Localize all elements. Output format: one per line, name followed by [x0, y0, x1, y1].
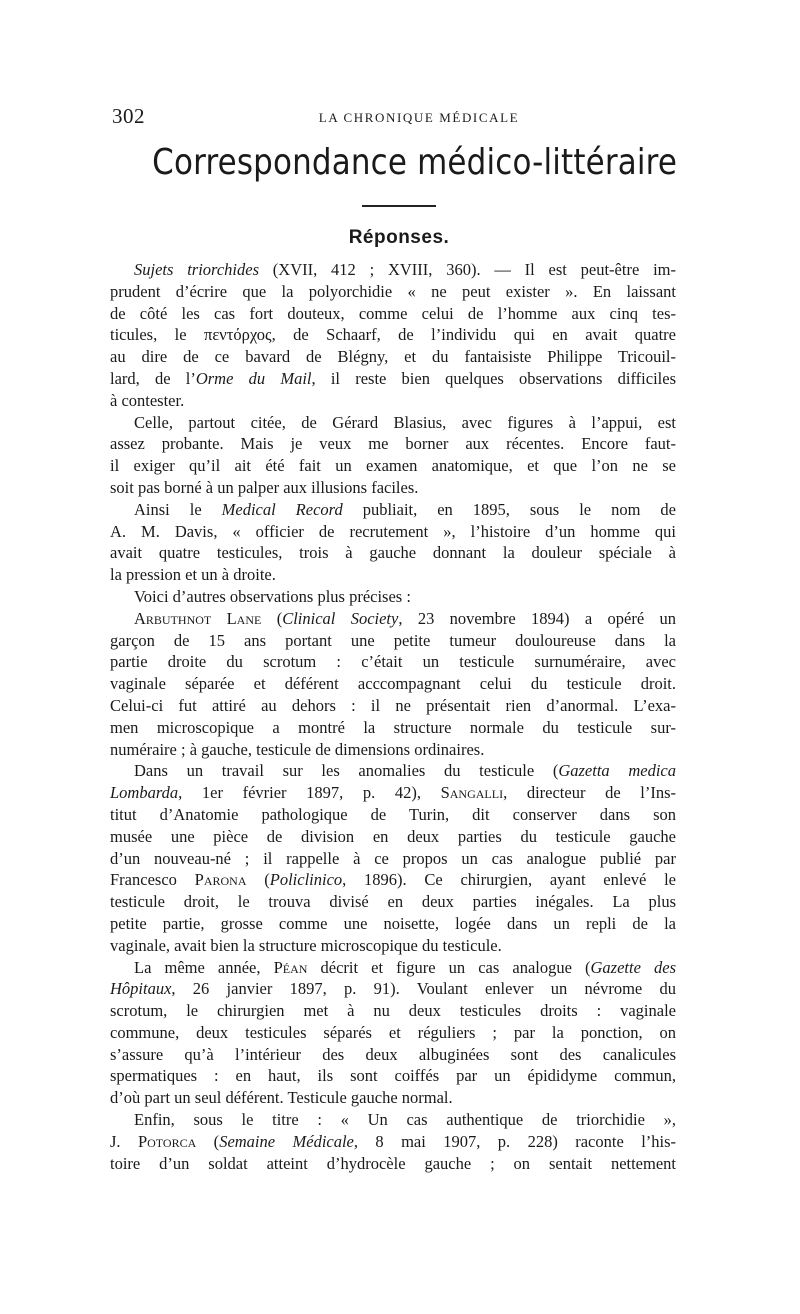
- text-line: [110, 1022, 676, 1044]
- text-segment: petite partie, grosse comme une noisette, logée dans un repli de la: [110, 913, 676, 933]
- text-line: [110, 1087, 676, 1109]
- text-line: [110, 477, 676, 499]
- text-line: [110, 804, 676, 826]
- text-line: [110, 324, 676, 346]
- page-header: [112, 104, 686, 134]
- text-segment: (: [261, 608, 283, 628]
- text-line: [110, 259, 676, 281]
- italic-text: Orme du Mail: [195, 368, 312, 388]
- text-segment: Francesco: [110, 870, 195, 890]
- paragraph: [110, 586, 676, 608]
- text-line: [110, 826, 676, 848]
- text-line: [110, 978, 676, 1000]
- text-segment: assez probante. Mais je veux me borner aux récentes. Encore faut-: [110, 434, 676, 454]
- text-segment: s’assure qu’à l’intérieur des deux albuginées sont des canalicules: [110, 1044, 676, 1064]
- text-line: [110, 739, 676, 761]
- text-segment: men microscopique a montré la structure normale du testicule sur-: [110, 717, 676, 737]
- italic-text: Hôpitaux: [110, 979, 172, 999]
- text-line: [110, 281, 676, 303]
- text-segment: il exiger qu’il ait été fait un examen anatomique, et que l’on ne se: [110, 456, 676, 476]
- text-segment: , directeur de l’Ins-: [503, 783, 676, 803]
- text-line: [110, 303, 676, 325]
- italic-text: Medical Record: [221, 499, 343, 519]
- text-line: [110, 935, 676, 957]
- article-body: [110, 259, 676, 1174]
- text-segment: vaginale, avait bien la structure microscopique du testicule.: [110, 935, 502, 955]
- text-segment: soit pas borné à un palper aux illusions faciles.: [110, 477, 419, 497]
- title-rule: [362, 205, 436, 207]
- text-line: [110, 760, 676, 782]
- text-segment: d’un nouveau-né ; il rappelle à ce propos un cas analogue publié par: [110, 848, 676, 868]
- text-line: [110, 1044, 676, 1066]
- text-segment: titut d’Anatomie pathologique de Turin, dit conserver dans son: [110, 804, 676, 824]
- text-segment: , 1896). Ce chirurgien, ayant enlevé le: [342, 870, 677, 890]
- text-line: [110, 542, 676, 564]
- text-segment: , 26 janvier 1897, p. 91). Voulant enlever un névrome du: [171, 979, 676, 999]
- text-segment: , 23 novembre 1894) a opéré un: [398, 608, 676, 628]
- small-caps-name: Péan: [273, 957, 308, 977]
- text-line: [110, 586, 676, 608]
- text-line: [110, 782, 676, 804]
- text-segment: testicule droit, le trouva divisé en deux parties inégales. La plus: [110, 892, 676, 912]
- text-line: [110, 673, 676, 695]
- text-segment: Celui-ci fut attiré au dehors : il ne présentait rien d’anormal. L’exa-: [110, 695, 676, 715]
- text-segment: prudent d’écrire que la polyorchidie « ne peut exister ». En laissant: [110, 281, 676, 301]
- text-segment: Celle, partout citée, de Gérard Blasius, avec figures à l’appui, est: [134, 412, 676, 432]
- italic-text: Semaine Médicale: [219, 1131, 354, 1151]
- text-segment: spermatiques : en haut, ils sont coiffés par un épididyme commun,: [110, 1066, 676, 1086]
- text-segment: scrotum, le chirurgien met à nu deux testicules droits : vaginale: [110, 1001, 676, 1021]
- text-segment: , il reste bien quelques observations difficiles: [311, 368, 676, 388]
- text-segment: décrit et figure un cas analogue (: [307, 957, 591, 977]
- text-segment: Enfin, sous le titre : « Un cas authentique de triorchidie »,: [134, 1110, 676, 1130]
- text-segment: Ainsi le: [134, 499, 222, 519]
- text-line: [110, 891, 676, 913]
- text-line: [110, 695, 676, 717]
- text-segment: la pression et un à droite.: [110, 565, 276, 585]
- text-segment: toire d’un soldat atteint d’hydrocèle gauche ; on sentait nettement: [110, 1153, 676, 1173]
- italic-text: Clinical Society: [282, 608, 399, 628]
- text-line: [110, 433, 676, 455]
- text-line: [110, 499, 676, 521]
- text-line: [110, 1131, 676, 1153]
- text-segment: numéraire ; à gauche, testicule de dimensions ordinaires.: [110, 739, 485, 759]
- text-line: [110, 368, 676, 390]
- paragraph: [110, 499, 676, 586]
- text-segment: d’où part un seul déférent. Testicule gauche normal.: [110, 1088, 453, 1108]
- text-segment: publiait, en 1895, sous le nom de: [342, 499, 676, 519]
- text-segment: avait quatre testicules, trois à gauche donnant la douleur spéciale à: [110, 543, 676, 563]
- text-line: [110, 848, 676, 870]
- italic-text: Sujets triorchides: [134, 260, 260, 279]
- paragraph: [110, 259, 676, 412]
- small-caps-name: Arbuthnot Lane: [134, 608, 262, 628]
- text-segment: , 8 mai 1907, p. 228) raconte l’his-: [353, 1131, 677, 1151]
- text-line: [110, 564, 676, 586]
- running-title: LA CHRONIQUE MÉDICALE: [318, 110, 520, 125]
- text-segment: A. M. Davis, « officier de recrutement », l’histoire d’un homme qui: [110, 521, 676, 541]
- text-segment: , 1er février 1897, p. 42),: [178, 783, 441, 803]
- italic-text: Policlinico: [269, 870, 343, 890]
- text-line: [110, 913, 676, 935]
- text-line: [110, 957, 676, 979]
- text-line: [110, 869, 676, 891]
- text-segment: vaginale séparée et déférent acccompagnant celui du testicule droit.: [110, 674, 676, 694]
- text-line: [110, 1153, 676, 1175]
- paragraph: [110, 608, 676, 761]
- text-segment: (: [196, 1131, 220, 1151]
- text-line: [110, 1065, 676, 1087]
- text-line: [110, 651, 676, 673]
- text-segment: lard, de l’: [110, 368, 196, 388]
- text-line: [110, 412, 676, 434]
- small-caps-name: Potorca: [137, 1131, 197, 1151]
- text-line: [110, 1109, 676, 1131]
- small-caps-name: Parona: [194, 870, 247, 890]
- text-segment: ticules, le πεντόρχος, de Schaarf, de l’individu qui en avait quatre: [110, 325, 676, 345]
- paragraph: [110, 760, 676, 956]
- text-segment: Dans un travail sur les anomalies du testicule (: [134, 761, 559, 781]
- paragraph: [110, 957, 676, 1110]
- text-segment: Voici d’autres observations plus précises :: [134, 586, 411, 606]
- text-segment: (: [246, 870, 270, 890]
- text-segment: commune, deux testicules séparés et réguliers ; par la ponction, on: [110, 1022, 676, 1042]
- text-line: [110, 521, 676, 543]
- text-line: [110, 717, 676, 739]
- text-line: [110, 455, 676, 477]
- text-segment: garçon de 15 ans portant une petite tumeur douloureuse dans la: [110, 630, 676, 650]
- text-segment: J.: [110, 1131, 138, 1151]
- text-segment: au dire de ce bavard de Blégny, et du fantaisiste Philippe Tricouil-: [110, 347, 676, 367]
- section-heading: Réponses.: [348, 227, 450, 248]
- text-segment: (XVII, 412 ; XVIII, 360). — Il est peut-être im-: [259, 260, 676, 279]
- text-segment: de côté les cas fort douteux, comme celui de l’homme aux cinq tes-: [110, 303, 676, 323]
- text-segment: La même année,: [134, 957, 274, 977]
- text-line: [110, 346, 676, 368]
- text-line: [110, 630, 676, 652]
- text-line: [110, 390, 676, 412]
- page-number: 302: [112, 104, 145, 128]
- text-segment: à contester.: [110, 390, 185, 410]
- article-title: Correspondance médico-littéraire: [152, 142, 678, 183]
- italic-text: Gazette des: [590, 957, 676, 977]
- italic-text: Lombarda: [110, 783, 179, 803]
- paragraph: [110, 412, 676, 499]
- paragraph: [110, 1109, 676, 1174]
- text-segment: partie droite du scrotum : c’était un testicule surnuméraire, avec: [110, 652, 676, 672]
- small-caps-name: Sangalli: [440, 783, 504, 803]
- text-line: [110, 608, 676, 630]
- text-segment: musée une pièce de division en deux parties du testicule gauche: [110, 826, 676, 846]
- italic-text: Gazetta medica: [558, 761, 676, 781]
- text-line: [110, 1000, 676, 1022]
